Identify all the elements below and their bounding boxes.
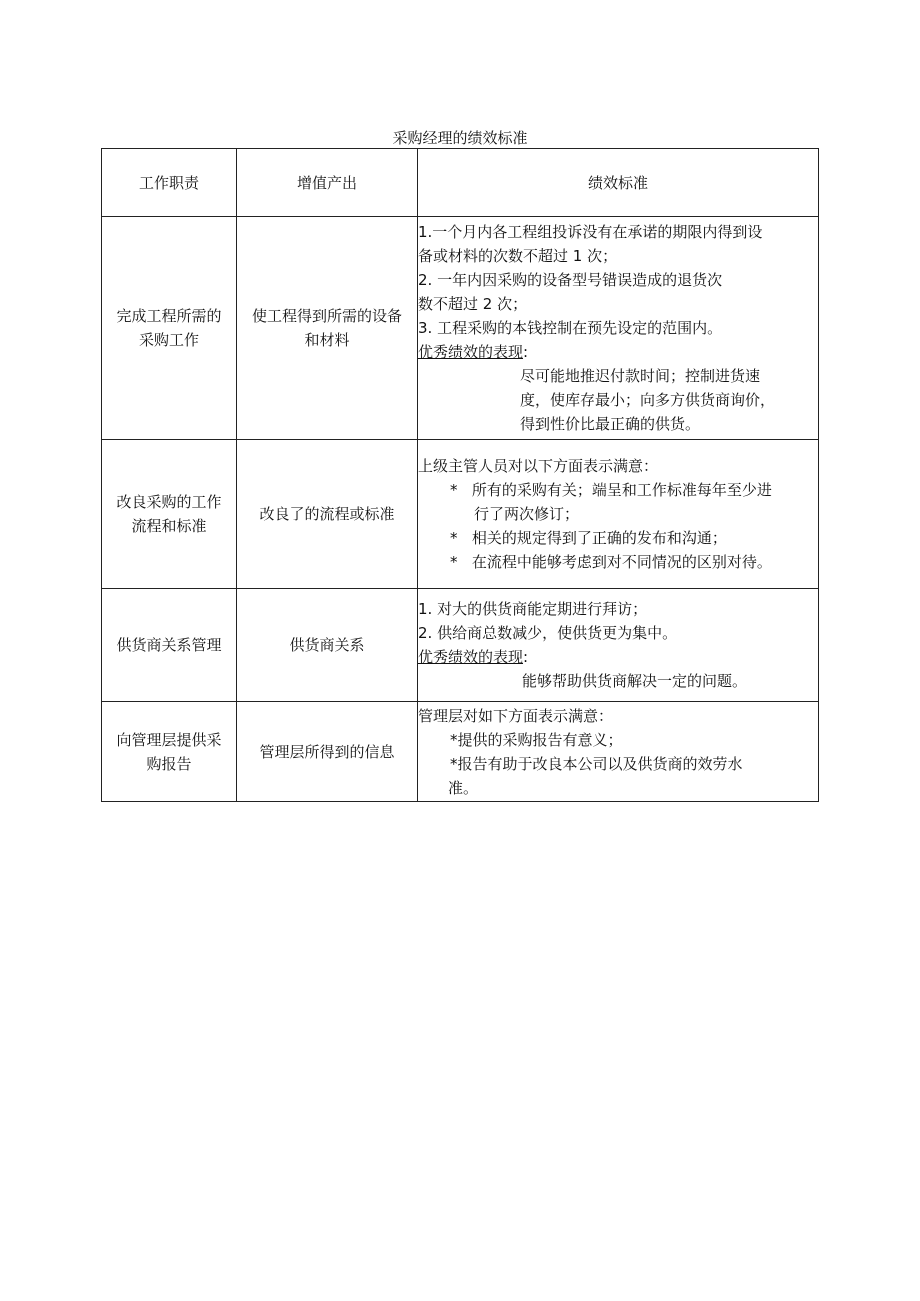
table-row <box>102 589 819 702</box>
performance-table <box>101 148 819 802</box>
standard-line: 3. 工程采购的本钱控制在预先设定的范围内。 <box>418 319 723 337</box>
excellent-line: 得到性价比最正确的供货。 <box>520 415 701 433</box>
standard-intro: 管理层对如下方面表示满意： <box>418 706 614 725</box>
output-text: 和材料 <box>304 331 350 349</box>
duty-text: 完成工程所需的 <box>116 307 222 325</box>
page-title: 采购经理的绩效标准 <box>392 129 528 147</box>
output-text: 改良了的流程或标准 <box>259 505 395 523</box>
standard-item-cont: 行了两次修订； <box>474 505 580 523</box>
duty-text: 供货商关系管理 <box>116 636 222 654</box>
standard-item <box>418 526 818 550</box>
output-cell <box>237 702 418 802</box>
item-text: 在流程中能够考虑到对不同情况的区别对待。 <box>471 553 772 571</box>
standard-item: *报告有助于改良本公司以及供货商的效劳水 <box>450 754 743 773</box>
excellent-heading <box>418 645 818 669</box>
excellent-line: 尽可能地推迟付款时间；控制进货速 <box>520 367 761 385</box>
duty-text: 向管理层提供采 <box>116 730 222 749</box>
standard-line: 2. 一年内因采购的设备型号错误造成的退货次 <box>418 271 723 289</box>
excellent-heading <box>418 340 818 364</box>
header-output: 增值产出 <box>237 149 418 217</box>
table-header-row <box>102 149 819 217</box>
duty-cell <box>102 589 237 702</box>
output-text: 使工程得到所需的设备 <box>251 307 402 325</box>
standard-line: 1.一个月内各工程组投诉没有在承诺的期限内得到设 <box>418 223 763 241</box>
standard-item-cont: 准。 <box>448 778 479 797</box>
excellent-label: 优秀绩效的表现 <box>418 343 524 361</box>
bullet-marker: * <box>450 481 458 499</box>
header-duty: 工作职责 <box>102 149 237 217</box>
table-row <box>102 217 819 440</box>
standard-item <box>418 478 818 502</box>
duty-text: 改良采购的工作 <box>116 493 222 511</box>
excellent-line: 度，使库存最小；向多方供货商询价， <box>520 391 776 409</box>
standard-line: 2. 供给商总数减少，使供货更为集中。 <box>418 624 678 642</box>
excellent-label: 优秀绩效的表现 <box>418 648 524 666</box>
duty-text: 流程和标准 <box>131 517 207 535</box>
standard-item <box>418 550 818 574</box>
standard-cell <box>418 440 819 589</box>
excellent-colon: : <box>523 648 529 666</box>
item-text: 所有的采购有关；端呈和工作标准每年至少进 <box>471 481 772 499</box>
excellent-line: 能够帮助供货商解决一定的问题。 <box>522 672 748 690</box>
standard-line: 备或材料的次数不超过 1 次； <box>418 247 618 265</box>
item-text: 相关的规定得到了正确的发布和沟通； <box>471 529 727 547</box>
duty-text: 购报告 <box>146 754 192 773</box>
output-text: 供货商关系 <box>289 636 365 654</box>
standard-cell <box>418 589 819 702</box>
table-row <box>102 702 819 802</box>
duty-text: 采购工作 <box>138 331 199 349</box>
output-cell <box>237 589 418 702</box>
standard-cell <box>418 217 819 440</box>
output-cell <box>237 440 418 589</box>
output-cell <box>237 217 418 440</box>
standard-cell <box>418 702 819 802</box>
output-text: 管理层所得到的信息 <box>259 742 395 761</box>
bullet-marker: * <box>450 553 458 571</box>
standard-line: 数不超过 2 次； <box>418 295 528 313</box>
standard-item: *提供的采购报告有意义； <box>450 730 623 749</box>
duty-cell <box>102 702 237 802</box>
excellent-colon: : <box>523 343 529 361</box>
bullet-marker: * <box>450 529 458 547</box>
duty-cell <box>102 217 237 440</box>
table-row <box>102 440 819 589</box>
header-standard: 绩效标准 <box>418 149 819 217</box>
duty-cell <box>102 440 237 589</box>
standard-intro: 上级主管人员对以下方面表示满意： <box>418 457 659 475</box>
standard-line: 1. 对大的供货商能定期进行拜访； <box>418 600 648 618</box>
